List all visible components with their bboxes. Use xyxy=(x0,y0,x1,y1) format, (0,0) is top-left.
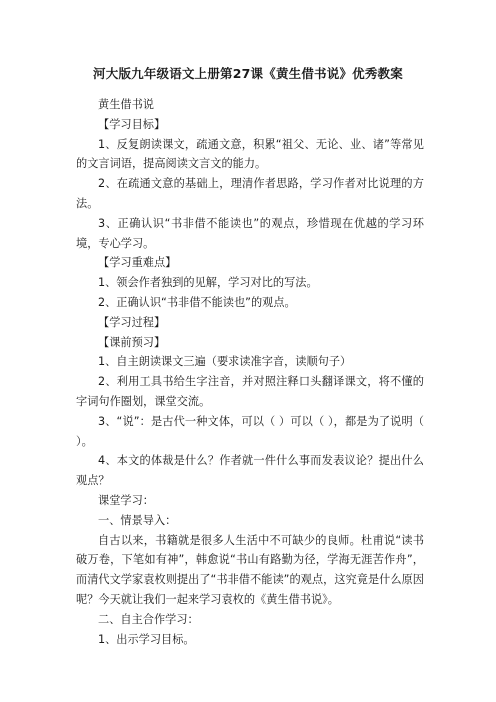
paragraph: 3、“说”：是古代一种文体，可以（ ）可以（ ），都是为了说明（ ）。 xyxy=(76,414,424,448)
paragraph: 课堂学习： xyxy=(98,493,154,507)
document-title: 河大版九年级语文上册第27课《黄生借书说》优秀教案 xyxy=(93,66,403,81)
document-body xyxy=(76,95,424,649)
paragraph: 2、在疏通文意的基础上，理清作者思路，学习作者对比说理的方法。 xyxy=(76,177,424,210)
paragraph: 二、自主合作学习： xyxy=(98,612,199,626)
paragraph: 自古以来，书籍就是很多人生活中不可缺少的良师。杜甫说“读书破万卷，下笔如有神”，韩愈说“书山有路勤为径，学海无涯苦作舟”，而清代文学家袁枚则提出了“书非借不能读”的观点，这究竟是什么原因呢？今天就让我们一起来学习袁枚的《黄生借书说》。 xyxy=(76,533,424,606)
paragraph: 【学习目标】 xyxy=(98,117,166,131)
paragraph: 1、反复朗读课文，疏通文意，积累“祖父、无论、业、诸”等常见的文言词语，提高阅读文言文的能力。 xyxy=(76,137,424,171)
paragraph: 【学习过程】 xyxy=(98,315,166,329)
paragraph: 一、情景导入： xyxy=(98,513,177,527)
paragraph: 【课前预习】 xyxy=(98,335,166,349)
paragraph: 【学习重难点】 xyxy=(98,256,177,270)
paragraph: 3、正确认识“书非借不能读也”的观点，珍惜现在优越的学习环境，专心学习。 xyxy=(76,216,424,250)
paragraph: 1、自主朗读课文三遍（要求读准字音，读顺句子） xyxy=(98,355,352,369)
paragraph: 4、本文的体裁是什么？作者就一件什么事而发表议论？提出什么观点？ xyxy=(76,454,424,488)
paragraph: 2、正确认识“书非借不能读也”的观点。 xyxy=(98,295,296,309)
paragraph: 黄生借书说 xyxy=(98,98,154,111)
paragraph: 1、领会作者独到的见解，学习对比的写法。 xyxy=(98,276,318,290)
paragraph: 2、利用工具书给生字注音，并对照注释口头翻译课文，将不懂的字词句作圈划，课堂交流。 xyxy=(76,375,424,408)
paragraph: 1、出示学习目标。 xyxy=(98,632,195,646)
